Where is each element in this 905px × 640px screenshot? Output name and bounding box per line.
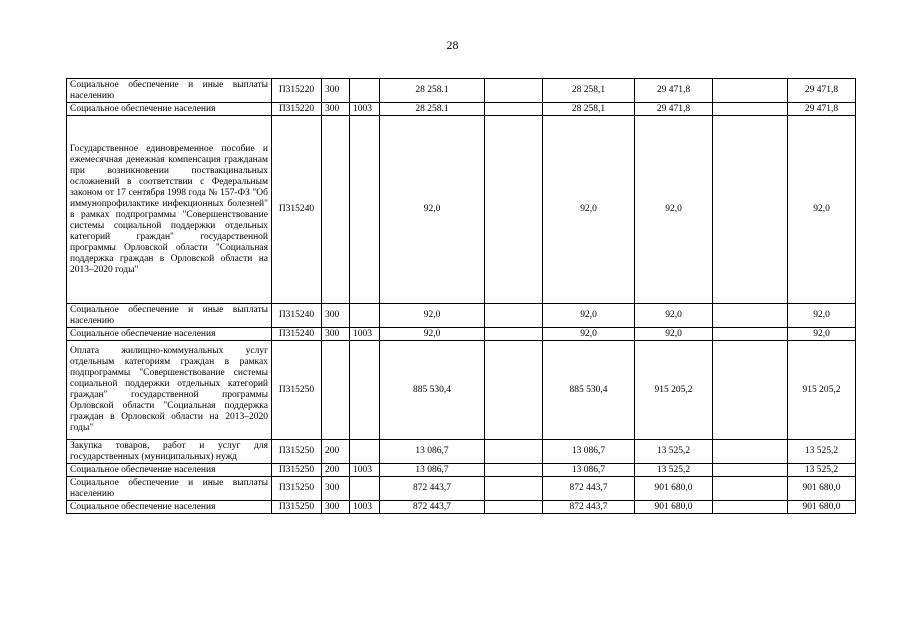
amount-cell: 92,0	[380, 116, 485, 304]
target-article-code: П315220	[272, 103, 322, 116]
amount-cell: 901 680,0	[788, 501, 856, 514]
amount-cell: 92,0	[543, 304, 635, 328]
section-code: 1003	[350, 328, 380, 341]
expense-type-code: 300	[322, 501, 350, 514]
table-row	[67, 440, 856, 464]
amount-cell: 13 086,7	[543, 464, 635, 477]
amount-cell: 13 086,7	[543, 440, 635, 464]
amount-cell: 92,0	[380, 304, 485, 328]
row-description: Оплата жилищно-коммунальных услуг отдельным категориям граждан в рамках подпрограммы "Совершенствование системы социальной поддержки отдельных категорий граждан" государственной программы Орловской области "Социальная поддержка граждан в Орловской области на 2013–2020 годы"	[67, 341, 272, 440]
amount-cell: 872 443,7	[380, 501, 485, 514]
budget-table-body	[67, 79, 856, 514]
amount-cell	[713, 304, 788, 328]
amount-cell: 28 258,1	[543, 103, 635, 116]
row-description: Социальное обеспечение населения	[67, 103, 272, 116]
row-description: Социальное обеспечение населения	[67, 328, 272, 341]
expense-type-code: 300	[322, 79, 350, 103]
amount-cell: 92,0	[788, 328, 856, 341]
amount-cell: 92,0	[543, 116, 635, 304]
table-row	[67, 501, 856, 514]
section-code: 1003	[350, 501, 380, 514]
amount-cell: 29 471,8	[788, 79, 856, 103]
amount-cell: 92,0	[635, 304, 713, 328]
amount-cell: 29 471,8	[788, 103, 856, 116]
amount-cell	[485, 116, 543, 304]
expense-type-code	[322, 116, 350, 304]
table-row	[67, 116, 856, 304]
row-description: Социальное обеспечение и иные выплаты населению	[67, 304, 272, 328]
amount-cell: 92,0	[543, 328, 635, 341]
amount-cell: 29 471,8	[635, 103, 713, 116]
row-description: Социальное обеспечение и иные выплаты населению	[67, 79, 272, 103]
table-row	[67, 103, 856, 116]
section-code	[350, 477, 380, 501]
target-article-code: П315220	[272, 79, 322, 103]
amount-cell	[485, 79, 543, 103]
amount-cell	[713, 501, 788, 514]
section-code	[350, 304, 380, 328]
amount-cell: 885 530,4	[380, 341, 485, 440]
amount-cell	[485, 328, 543, 341]
table-row	[67, 79, 856, 103]
row-description: Социальное обеспечение населения	[67, 464, 272, 477]
amount-cell: 92,0	[380, 328, 485, 341]
table-row	[67, 477, 856, 501]
target-article-code: П315250	[272, 464, 322, 477]
amount-cell	[713, 79, 788, 103]
amount-cell: 13 525,2	[788, 464, 856, 477]
amount-cell	[713, 477, 788, 501]
amount-cell: 872 443,7	[543, 477, 635, 501]
target-article-code: П315250	[272, 440, 322, 464]
amount-cell	[713, 440, 788, 464]
amount-cell: 885 530,4	[543, 341, 635, 440]
amount-cell: 92,0	[788, 116, 856, 304]
amount-cell: 901 680,0	[788, 477, 856, 501]
amount-cell: 28 258.1	[380, 103, 485, 116]
amount-cell	[713, 103, 788, 116]
amount-cell: 915 205,2	[635, 341, 713, 440]
target-article-code: П315240	[272, 304, 322, 328]
table-row	[67, 464, 856, 477]
amount-cell: 13 086,7	[380, 464, 485, 477]
page-number: 28	[446, 38, 459, 52]
row-description: Социальное обеспечение населения	[67, 501, 272, 514]
amount-cell	[485, 501, 543, 514]
target-article-code: П315240	[272, 116, 322, 304]
section-code	[350, 341, 380, 440]
expense-type-code: 200	[322, 440, 350, 464]
amount-cell: 901 680,0	[635, 477, 713, 501]
amount-cell	[485, 341, 543, 440]
expense-type-code	[322, 341, 350, 440]
target-article-code: П315250	[272, 477, 322, 501]
amount-cell: 29 471,8	[635, 79, 713, 103]
section-code: 1003	[350, 464, 380, 477]
section-code	[350, 440, 380, 464]
amount-cell: 28 258,1	[543, 79, 635, 103]
amount-cell	[713, 328, 788, 341]
amount-cell	[485, 477, 543, 501]
amount-cell: 13 086,7	[380, 440, 485, 464]
target-article-code: П315250	[272, 341, 322, 440]
table-row	[67, 341, 856, 440]
expense-type-code: 300	[322, 328, 350, 341]
expense-type-code: 300	[322, 304, 350, 328]
amount-cell	[485, 103, 543, 116]
amount-cell: 92,0	[788, 304, 856, 328]
amount-cell: 872 443,7	[543, 501, 635, 514]
target-article-code: П315250	[272, 501, 322, 514]
amount-cell	[485, 304, 543, 328]
section-code	[350, 79, 380, 103]
expense-type-code: 200	[322, 464, 350, 477]
amount-cell	[713, 464, 788, 477]
amount-cell: 13 525,2	[635, 440, 713, 464]
budget-table	[66, 78, 856, 514]
amount-cell: 92,0	[635, 116, 713, 304]
table-row	[67, 328, 856, 341]
target-article-code: П315240	[272, 328, 322, 341]
amount-cell	[713, 116, 788, 304]
amount-cell	[713, 341, 788, 440]
amount-cell: 915 205,2	[788, 341, 856, 440]
row-description: Закупка товаров, работ и услуг для государственных (муниципальных) нужд	[67, 440, 272, 464]
row-description: Государственное единовременное пособие и ежемесячная денежная компенсация гражданам при возникновении поствакцинальных осложнений в соответствии с Федеральным законом от 17 сентября 1998 года № 157-ФЗ "Об иммунопрофилактике инфекционных болезней" в рамках подпрограммы "Совершенствование системы социальной поддержки отдельных категорий граждан" государственной программы Орловской области "Социальная поддержка граждан в Орловской области на 2013–2020 годы"	[67, 116, 272, 304]
row-description: Социальное обеспечение и иные выплаты населению	[67, 477, 272, 501]
amount-cell: 13 525,2	[635, 464, 713, 477]
section-code	[350, 116, 380, 304]
amount-cell: 28 258.1	[380, 79, 485, 103]
amount-cell: 13 525,2	[788, 440, 856, 464]
table-row	[67, 304, 856, 328]
section-code: 1003	[350, 103, 380, 116]
amount-cell: 92,0	[635, 328, 713, 341]
expense-type-code: 300	[322, 103, 350, 116]
amount-cell: 872 443,7	[380, 477, 485, 501]
amount-cell: 901 680,0	[635, 501, 713, 514]
amount-cell	[485, 440, 543, 464]
amount-cell	[485, 464, 543, 477]
expense-type-code: 300	[322, 477, 350, 501]
